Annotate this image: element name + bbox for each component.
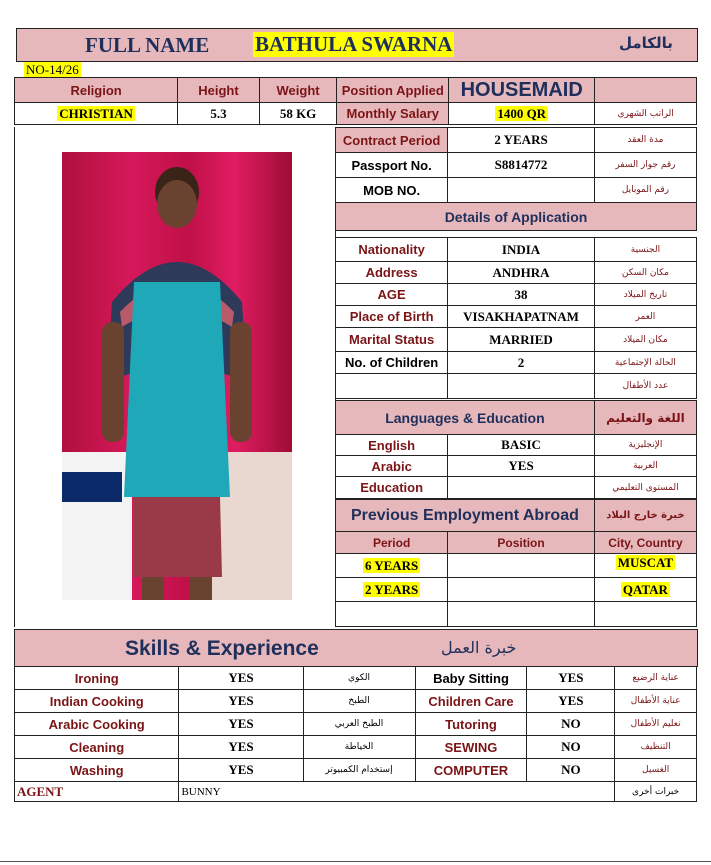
address-arabic: مكان السكن [594, 262, 696, 284]
skill-arabic-cooking-label: Arabic Cooking [15, 713, 179, 736]
nationality-label: Nationality [336, 238, 448, 262]
marital-status-label: Marital Status [336, 328, 448, 352]
full-name-arabic: بالكامل [619, 34, 673, 52]
place-of-birth-arabic: العمر [594, 306, 696, 328]
skill-ironing-label: Ironing [15, 667, 179, 690]
skill-computer-value: NO [527, 759, 615, 782]
education-arabic: المستوى التعليمي [594, 477, 696, 499]
mobile-arabic: رقم الموبايل [594, 178, 696, 203]
religion-value: CHRISTIAN [59, 105, 133, 121]
full-name-bar [16, 28, 698, 62]
skill-children-care-label: Children Care [415, 690, 527, 713]
skill-tutoring-value: NO [527, 713, 615, 736]
employment-table [335, 499, 697, 627]
blank-arabic: عدد الأطفال [594, 374, 696, 399]
skill-babysitting-label: Baby Sitting [415, 667, 527, 690]
skill-children-care-value: YES [527, 690, 615, 713]
position-applied-value: HOUSEMAID [449, 78, 595, 103]
skills-table [14, 666, 697, 802]
skill-washing-arabic: إستخدام الكمبيوتر [303, 759, 415, 782]
agent-value: BUNNY [179, 782, 615, 802]
marital-status-arabic: مكان الميلاد [594, 328, 696, 352]
agent-label: AGENT [15, 782, 179, 802]
skill-tutoring-label: Tutoring [415, 713, 527, 736]
skills-heading: Skills & Experience [125, 637, 319, 660]
full-name-value: BATHULA SWARNA [255, 32, 453, 56]
skill-washing-value: YES [179, 759, 303, 782]
employment-period-1: 6 YEARS [364, 557, 419, 573]
skill-arabic-cooking-arabic: الطبخ العربي [303, 713, 415, 736]
skill-tutoring-arabic: تعليم الأطفال [615, 713, 697, 736]
position-header: Position [448, 532, 595, 554]
skill-computer-label: COMPUTER [415, 759, 527, 782]
skill-cleaning-value: YES [179, 736, 303, 759]
employment-country-1: MUSCAT [617, 555, 674, 570]
weight-header: Weight [259, 78, 337, 103]
reference-number: NO-14/26 [26, 62, 79, 77]
children-value: 2 [448, 352, 595, 374]
passport-label: Passport No. [336, 153, 448, 178]
age-value: 38 [448, 284, 595, 306]
blank-label [336, 374, 448, 399]
employment-heading-arabic: خبرة خارج البلاد [594, 500, 696, 532]
salary-label: Monthly Salary [337, 103, 449, 125]
skills-heading-bar [14, 629, 618, 667]
age-label: AGE [336, 284, 448, 306]
position-applied-label: Position Applied [337, 78, 449, 103]
mobile-value [448, 178, 595, 203]
nationality-value: INDIA [448, 238, 595, 262]
passport-value: S8814772 [448, 153, 595, 178]
skill-babysitting-arabic: عناية الرضيع [615, 667, 697, 690]
skill-indian-cooking-value: YES [179, 690, 303, 713]
skill-arabic-cooking-value: YES [179, 713, 303, 736]
full-name-label: FULL NAME [85, 33, 210, 57]
weight-value: 58 KG [259, 103, 337, 125]
address-value: ANDHRA [448, 262, 595, 284]
skills-heading-arabic: خبرة العمل [441, 638, 517, 657]
height-value: 5.3 [178, 103, 260, 125]
height-header: Height [178, 78, 260, 103]
skill-indian-cooking-label: Indian Cooking [15, 690, 179, 713]
employment-heading: Previous Employment Abroad [336, 500, 595, 532]
skill-babysitting-value: YES [527, 667, 615, 690]
skill-cleaning-label: Cleaning [15, 736, 179, 759]
skill-indian-cooking-arabic: الطبخ [303, 690, 415, 713]
skill-children-care-arabic: عناية الأطفال [615, 690, 697, 713]
position-blank [595, 78, 697, 103]
children-arabic: الحالة الإجتماعية [594, 352, 696, 374]
blank-value [448, 374, 595, 399]
skill-ironing-value: YES [179, 667, 303, 690]
languages-heading: Languages & Education [336, 401, 595, 435]
address-label: Address [336, 262, 448, 284]
languages-table [335, 400, 697, 499]
basic-info-table [14, 77, 697, 125]
skill-washing-label: Washing [15, 759, 179, 782]
application-table [335, 237, 697, 399]
contract-period-label: Contract Period [336, 128, 448, 153]
employment-country-3 [594, 602, 696, 627]
english-arabic: الإنجليزية [594, 435, 696, 456]
arabic-value: YES [448, 456, 595, 477]
skill-cleaning-arabic: الخياطة [303, 736, 415, 759]
english-value: BASIC [448, 435, 595, 456]
footer-divider [0, 861, 711, 862]
skills-heading-side [617, 629, 698, 667]
education-value [448, 477, 595, 499]
details-of-application-heading: Details of Application [336, 203, 697, 231]
employment-country-2: QATAR [622, 581, 668, 597]
employment-position-2 [448, 578, 595, 602]
english-label: English [336, 435, 448, 456]
contract-period-arabic: مدة العقد [594, 128, 696, 153]
skill-ironing-arabic: الكوي [303, 667, 415, 690]
employment-position-3 [448, 602, 595, 627]
marital-status-value: MARRIED [448, 328, 595, 352]
salary-arabic: الراتب الشهري [595, 103, 697, 125]
place-of-birth-value: VISAKHAPATNAM [448, 306, 595, 328]
skill-sewing-value: NO [527, 736, 615, 759]
contract-table [335, 127, 697, 231]
skill-sewing-arabic: التنظيف [615, 736, 697, 759]
employment-period-3 [336, 602, 448, 627]
skill-sewing-label: SEWING [415, 736, 527, 759]
other-experience-arabic: خبرات أخرى [615, 782, 697, 802]
mobile-label: MOB NO. [336, 178, 448, 203]
employment-position-1 [448, 554, 595, 578]
person-figure [62, 152, 292, 600]
age-arabic: تاريخ الميلاد [594, 284, 696, 306]
contract-period-value: 2 YEARS [448, 128, 595, 153]
languages-heading-arabic: اللغة والتعليم [594, 401, 696, 435]
religion-header: Religion [15, 78, 178, 103]
passport-arabic: رقم جواز السفر [594, 153, 696, 178]
candidate-photo [62, 152, 292, 600]
employment-period-2: 2 YEARS [364, 581, 419, 597]
period-header: Period [336, 532, 448, 554]
skill-computer-arabic: الغسيل [615, 759, 697, 782]
arabic-arabic: العربية [594, 456, 696, 477]
country-header: City, Country [594, 532, 696, 554]
nationality-arabic: الجنسية [594, 238, 696, 262]
children-label: No. of Children [336, 352, 448, 374]
place-of-birth-label: Place of Birth [336, 306, 448, 328]
education-label: Education [336, 477, 448, 499]
arabic-label: Arabic [336, 456, 448, 477]
salary-value: 1400 QR [497, 105, 547, 121]
